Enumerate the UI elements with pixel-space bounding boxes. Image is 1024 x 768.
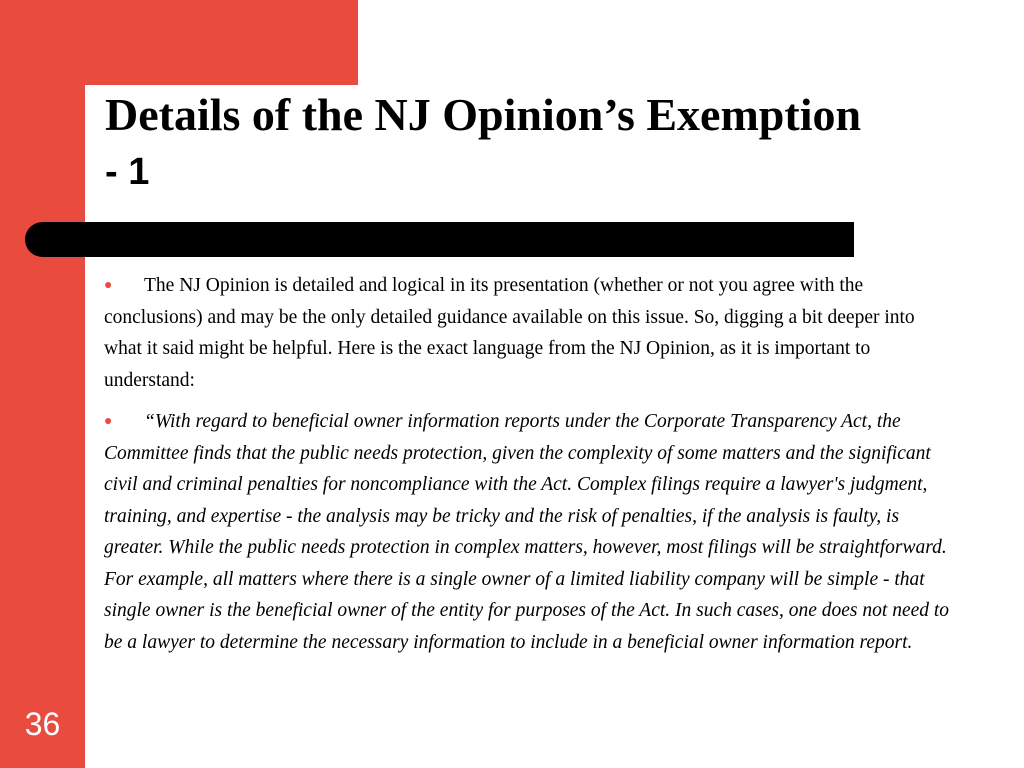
bullet-text: The NJ Opinion is detailed and logical in its presentation (whether or not you agree with the conclusions) and may be the only detailed guidance available on this issue. So, digging a bit deeper into what it said might be helpful. Here is the exact language from the NJ Opinion, as it is important to understand: (104, 275, 915, 391)
slide-title-suffix: - 1 (105, 151, 150, 193)
accent-bar-top (0, 0, 358, 85)
bullet-item (104, 270, 954, 396)
bullet-dot-icon: ● (104, 278, 113, 293)
slide-body (104, 270, 954, 668)
slide-title-main: Details of the NJ Opinion’s Exemption (105, 89, 862, 140)
title-underline-bar (25, 222, 854, 257)
bullet-quote-text: “With regard to beneficial owner information reports under the Corporate Transparency Act, the Committee finds that the public needs protection, given the complexity of some matters and the significant civil and criminal penalties for noncompliance with the Act. Complex filings require a lawyer's judgment, training, and expertise - the analysis may be tricky and the risk of penalties, if the analysis is faulty, is greater. While the public needs protection in complex matters, however, most filings will be straightforward. For example, all matters where there is a single owner of a limited liability company will be simple - that single owner is the beneficial owner of the entity for purposes of the Act. In such cases, one does not need to be a lawyer to determine the necessary information to include in a beneficial owner information report. (104, 411, 950, 653)
accent-bar-left (0, 0, 85, 768)
bullet-item-quote (104, 406, 954, 658)
bullet-dot-icon: ● (104, 414, 113, 429)
page-number: 36 (24, 706, 61, 742)
slide-title (105, 88, 985, 199)
